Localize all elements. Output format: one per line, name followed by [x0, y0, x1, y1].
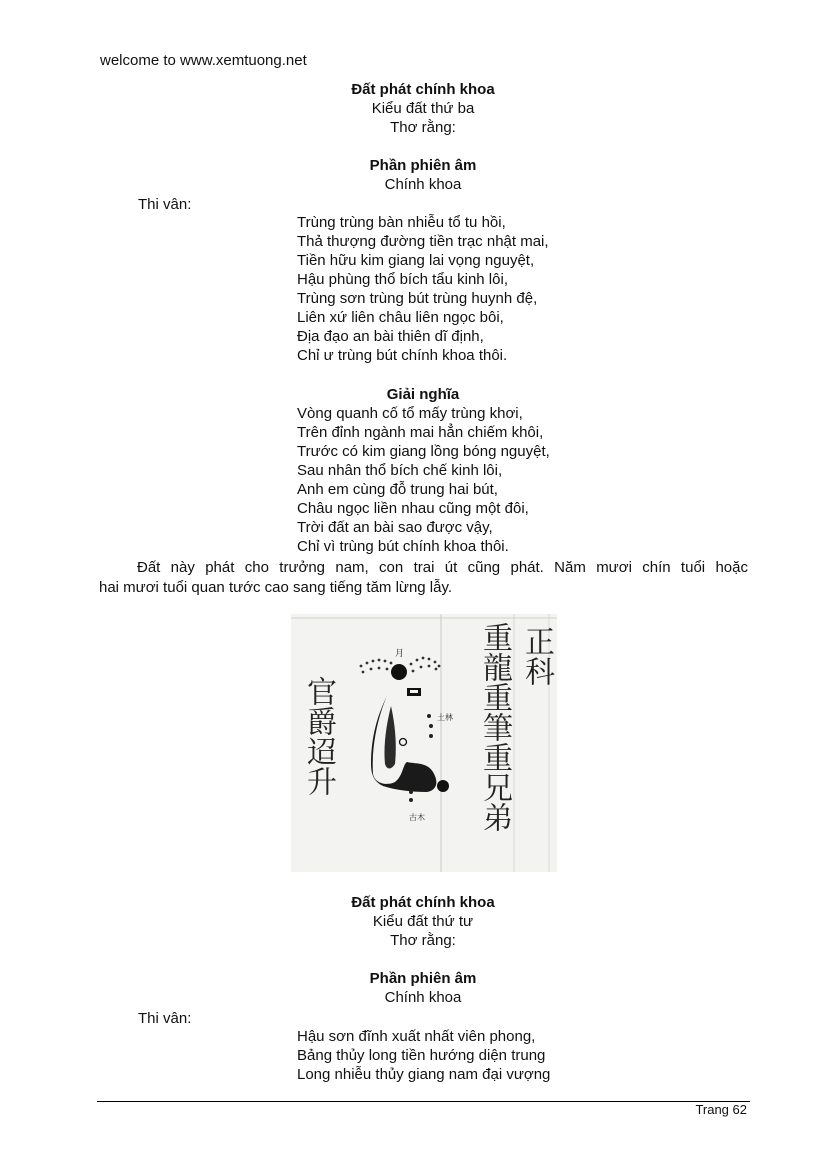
label-ancient: 古 [409, 813, 417, 822]
poem-line: Long nhiễu thủy giang nam đại vượng [297, 1066, 551, 1083]
poem-line: Liên xứ liên châu liên ngọc bôi, [297, 309, 504, 326]
section1-thi-van: Thi vân: [138, 196, 192, 213]
section2-phien-am-sub: Chính khoa [384, 989, 462, 1006]
section1-subtitle: Kiểu đất thứ ba [371, 100, 475, 117]
poem-line: Tiền hữu kim giang lai vọng nguyệt, [297, 252, 535, 269]
cjk-col-right: 正科 [519, 626, 554, 686]
poem-line: Châu ngọc liền nhau cũng một đôi, [297, 500, 529, 517]
poem-line: Trùng sơn trùng bút trùng huynh đệ, [297, 290, 538, 307]
label-wood: 木 [417, 813, 425, 822]
poem-line: Sau nhân thổ bích chế kinh lôi, [297, 462, 503, 479]
section1-title: Đất phát chính khoa [351, 81, 495, 98]
section2-phien-am-heading: Phần phiên âm [369, 970, 477, 987]
section2-poem [297, 1027, 550, 1084]
poem-line: Trước có kim giang lồng bóng nguyệt, [297, 443, 550, 460]
section1-phien-am-sub: Chính khoa [384, 176, 462, 193]
page-number: Trang 62 [695, 1102, 747, 1117]
poem-line: Thả thượng đường tiền trạc nhật mai, [297, 233, 549, 250]
poem-line: Hậu phùng thổ bích tẩu kinh lôi, [297, 271, 508, 288]
section2-title: Đất phát chính khoa [351, 894, 495, 911]
site-header: welcome to www.xemtuong.net [100, 52, 307, 69]
section1-giai-nghia-heading: Giải nghĩa [386, 386, 460, 403]
label-earth: 土 [437, 713, 445, 722]
poem-line: Anh em cùng đỗ trung hai bút, [297, 481, 498, 498]
label-moon: 月 [395, 649, 405, 659]
poem-line: Chỉ ư trùng bút chính khoa thôi. [297, 347, 508, 364]
section1-poem [297, 213, 549, 365]
label-forest: 林 [445, 713, 453, 722]
poem-line: Chỉ vì trùng bút chính khoa thôi. [297, 538, 509, 555]
poem-line: Trên đỉnh ngành mai hẳn chiếm khôi, [297, 424, 544, 441]
cjk-col-left: 官爵迢升 [301, 676, 336, 796]
cjk-col-middle: 重龍重筆重兄弟 [477, 622, 512, 832]
section1-tho-rang: Thơ rằng: [390, 119, 456, 136]
section2-tho-rang: Thơ rằng: [390, 932, 456, 949]
section1-giai-nghia [297, 404, 550, 556]
section1-phien-am-heading: Phần phiên âm [369, 157, 477, 174]
poem-line: Địa đạo an bài thiên dĩ định, [297, 328, 484, 345]
section2-thi-van: Thi vân: [138, 1010, 192, 1027]
poem-line: Bảng thủy long tiền hướng diện trung [297, 1047, 546, 1064]
poem-line: Vòng quanh cố tổ mấy trùng khơi, [297, 405, 523, 422]
section2-subtitle: Kiểu đất thứ tư [372, 913, 474, 930]
section1-paragraph-line2: hai mươi tuổi quan tước cao sang tiếng tăm lừng lẫy. [99, 579, 453, 596]
feng-shui-diagram [291, 614, 557, 872]
poem-line: Hậu sơn đĩnh xuất nhất viên phong, [297, 1028, 536, 1045]
section1-paragraph-line1: Đất này phát cho trưởng nam, con trai út cũng phát. Năm mươi chín tuổi hoặc [137, 559, 748, 576]
poem-line: Trời đất an bài sao được vậy, [297, 519, 493, 536]
poem-line: Trùng trùng bàn nhiễu tổ tu hồi, [297, 214, 506, 231]
